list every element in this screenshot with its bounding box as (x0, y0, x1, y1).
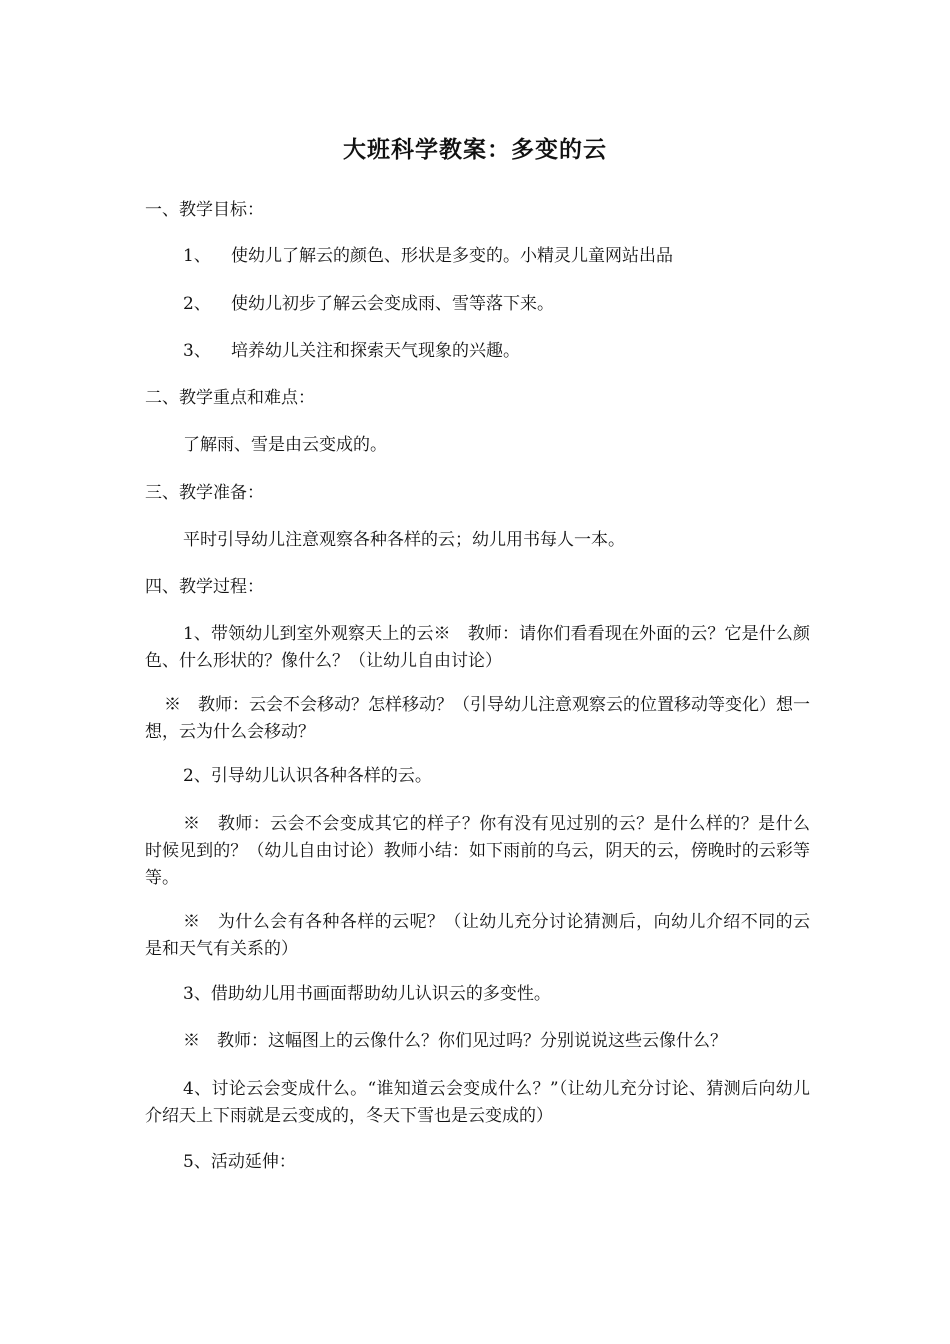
key-points-text: 了解雨、雪是由云变成的。 (183, 435, 387, 455)
goal-item-1 (183, 243, 810, 270)
process-step-2: 2、引导幼儿认识各种各样的云。 (183, 766, 432, 786)
process-step-5: 5、活动延伸： (183, 1152, 296, 1172)
process-step-2-question-b: ※ 为什么会有各种各样的云呢？（让幼儿充分讨论猜测后，向幼儿介绍不同的云是和天气有关系的） (145, 912, 810, 959)
section-heading-process: 四、教学过程： (145, 577, 264, 597)
preparation-text: 平时引导幼儿注意观察各种各样的云；幼儿用书每人一本。 (183, 530, 625, 550)
process-step-1-question: ※ 教师：云会不会移动？怎样移动？（引导幼儿注意观察云的位置移动等变化）想一想，云为什么会移动？ (145, 695, 810, 742)
goal-number: 3、 (183, 341, 211, 361)
goal-item-3 (183, 338, 810, 365)
goal-number: 1、 (183, 246, 211, 266)
process-step-3-question: ※ 教师：这幅图上的云像什么？你们见过吗？分别说说这些云像什么？ (183, 1031, 727, 1051)
section-heading-preparation: 三、教学准备： (145, 483, 264, 503)
goal-text: 使幼儿了解云的颜色、形状是多变的。小精灵儿童网站出品 (231, 246, 673, 266)
goal-text: 使幼儿初步了解云会变成雨、雪等落下来。 (231, 294, 554, 314)
process-step-3: 3、借助幼儿用书画面帮助幼儿认识云的多变性。 (183, 984, 551, 1004)
process-step-2-question-a: ※ 教师：云会不会变成其它的样子？你有没有见过别的云？是什么样的？是什么时候见到的？（幼儿自由讨论）教师小结：如下雨前的乌云，阴天的云，傍晚时的云彩等等。 (145, 814, 810, 888)
process-step-1: 1、带领幼儿到室外观察天上的云※ 教师：请你们看看现在外面的云？它是什么颜色、什么形状的？像什么？（让幼儿自由讨论） (145, 624, 810, 671)
section-heading-goals: 一、教学目标： (145, 200, 264, 220)
section-heading-key-points: 二、教学重点和难点： (145, 388, 315, 408)
process-step-4: 4、讨论云会变成什么。“谁知道云会变成什么？”（让幼儿充分讨论、猜测后向幼儿介绍天上下雨就是云变成的，冬天下雪也是云变成的） (145, 1079, 810, 1126)
page-title: 大班科学教案：多变的云 (343, 137, 607, 163)
goal-text: 培养幼儿关注和探索天气现象的兴趣。 (231, 341, 520, 361)
goal-item-2 (183, 291, 810, 318)
goal-number: 2、 (183, 294, 211, 314)
